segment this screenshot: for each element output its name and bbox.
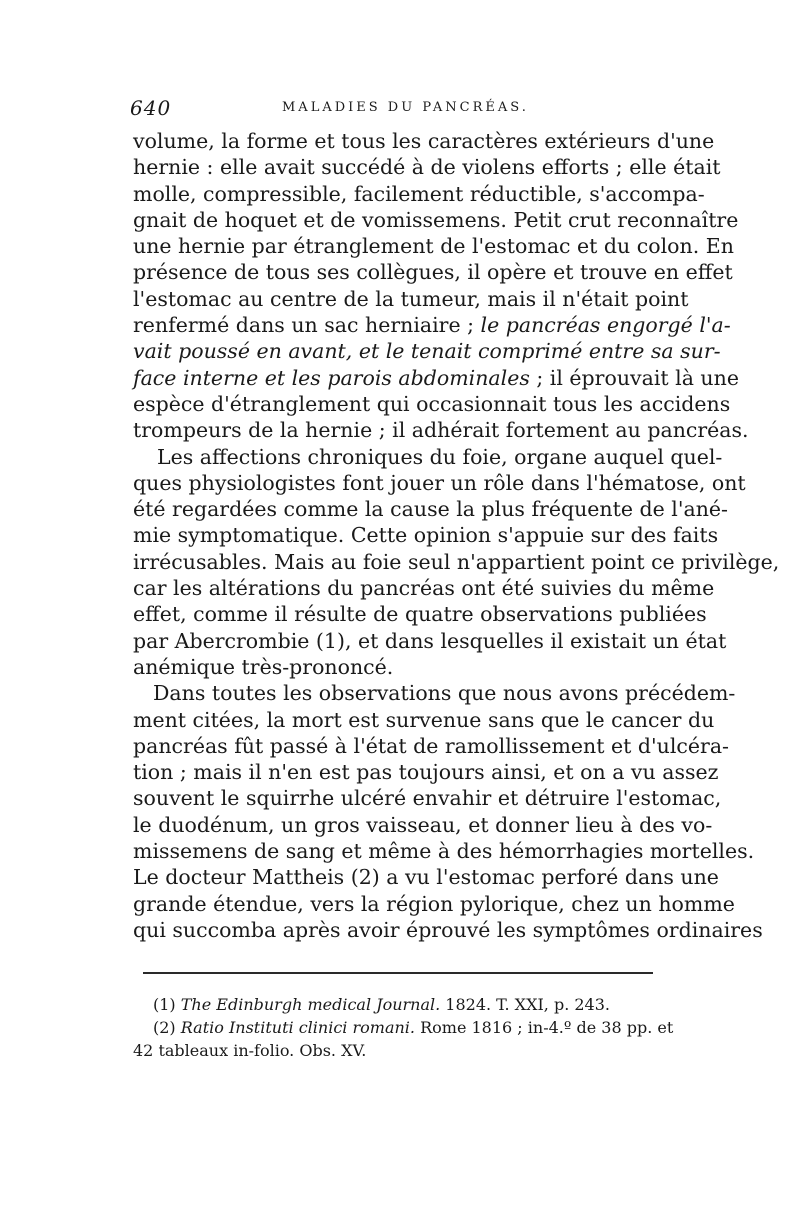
text-line: qui succomba après avoir éprouvé les symptômes ordinaires <box>133 917 763 942</box>
text-line: vait poussé en avant, et le tenait comprimé entre sa sur- <box>133 339 721 364</box>
text-segment: renfermé dans un sac herniaire ; <box>133 313 481 338</box>
text-line: anémique très-prononcé. <box>133 654 394 679</box>
footnote-citation-details: 1824. T. XXI, p. 243. <box>440 995 610 1014</box>
text-line: Les affections chroniques du foie, organe auquel quel- <box>157 444 723 469</box>
page-number: 640 <box>130 96 172 120</box>
text-line: car les altérations du pancréas ont été suivies du même <box>133 576 715 601</box>
body-text <box>133 128 780 943</box>
italic-segment: face interne et les parois abdominales <box>133 365 530 390</box>
footnote-2 <box>133 1016 674 1039</box>
italic-segment: le pancréas engorgé l'a- <box>480 313 731 338</box>
text-line: été regardées comme la cause la plus fréquente de l'ané- <box>133 497 728 522</box>
text-line <box>133 312 731 338</box>
footnote-marker: (1) <box>153 995 181 1014</box>
footnote-1 <box>133 993 667 1016</box>
text-line: gnait de hoquet et de vomissemens. Petit crut reconnaître <box>133 207 739 232</box>
text-line: trompeurs de la hernie ; il adhérait fortement au pancréas. <box>133 418 749 443</box>
text-line: l'estomac au centre de la tumeur, mais il n'était point <box>133 286 689 311</box>
text-line: espèce d'étranglement qui occasionnait tous les accidens <box>133 391 731 416</box>
text-segment: ; il éprouvait là une <box>529 365 739 390</box>
text-line: missemens de sang et même à des hémorrhagies mortelles. <box>133 839 755 864</box>
text-line: hernie : elle avait succédé à de violens efforts ; elle était <box>133 155 721 180</box>
footnote-divider <box>143 972 653 974</box>
footnotes <box>133 993 674 1062</box>
text-line: une hernie par étranglement de l'estomac et du colon. En <box>133 234 734 259</box>
text-line: pancréas fût passé à l'état de ramollissement et d'ulcéra- <box>133 733 729 758</box>
text-line: tion ; mais il n'en est pas toujours ainsi, et on a vu assez <box>133 760 719 785</box>
text-line: souvent le squirrhe ulcéré envahir et détruire l'estomac, <box>133 786 722 811</box>
footnote-citation-details: Rome 1816 ; in-4.º de 38 pp. et <box>415 1018 674 1037</box>
text-line: molle, compressible, facilement réductible, s'accompa- <box>133 181 705 206</box>
text-line: effet, comme il résulte de quatre observations publiées <box>133 602 707 627</box>
text-line <box>133 365 739 391</box>
footnote-marker: (2) <box>153 1018 181 1037</box>
text-line: mie symptomatique. Cette opinion s'appuie sur des faits <box>133 523 719 548</box>
footnote-2-continued: 42 tableaux in-folio. Obs. XV. <box>133 1041 367 1060</box>
text-line: ques physiologistes font jouer un rôle dans l'hématose, ont <box>133 470 746 495</box>
text-line: Dans toutes les observations que nous avons précédem- <box>153 681 736 706</box>
footnote-citation-title: Ratio Instituti clinici romani. <box>180 1018 415 1037</box>
text-line: grande étendue, vers la région pylorique, chez un homme <box>133 891 735 916</box>
footnote-citation-title: The Edinburgh medical Journal. <box>180 995 441 1014</box>
text-line: Le docteur Mattheis (2) a vu l'estomac perforé dans une <box>133 865 719 890</box>
text-line: le duodénum, un gros vaisseau, et donner lieu à des vo- <box>133 812 713 837</box>
text-line: ment citées, la mort est survenue sans que le cancer du <box>133 707 715 732</box>
page-header <box>130 96 670 126</box>
text-line: présence de tous ses collègues, il opère et trouve en effet <box>133 260 733 285</box>
text-line: par Abercrombie (1), et dans lesquelles il existait un état <box>133 628 727 653</box>
text-line: irrécusables. Mais au foie seul n'appartient point ce privilège, <box>133 549 780 574</box>
text-line: volume, la forme et tous les caractères extérieurs d'une <box>133 129 715 153</box>
running-title: MALADIES DU PANCRÉAS. <box>282 100 529 115</box>
